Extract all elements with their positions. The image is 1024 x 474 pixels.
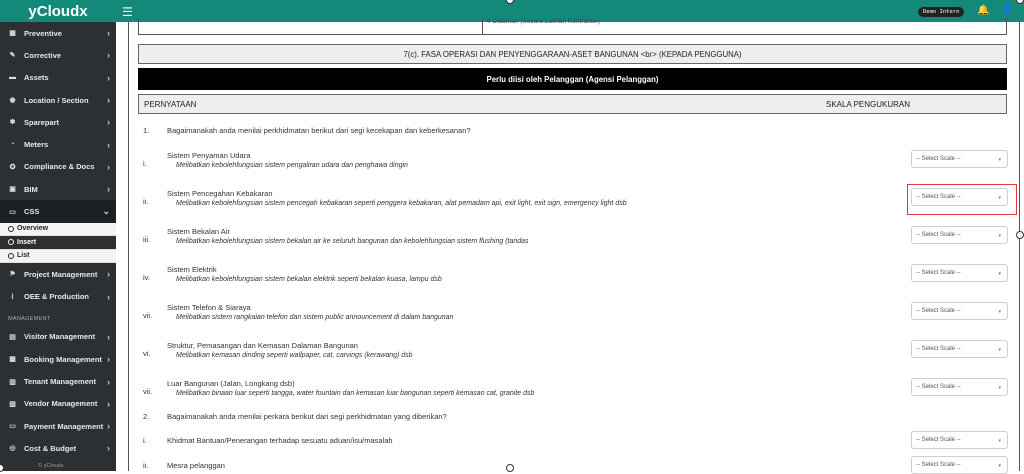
scale-select[interactable]: [911, 378, 1008, 396]
scale-select[interactable]: [911, 456, 1008, 474]
sidebar-item-cost-budget[interactable]: [0, 437, 116, 459]
scale-select[interactable]: [911, 302, 1008, 320]
select-placeholder: -- Select Scale --: [916, 194, 961, 200]
select-placeholder: -- Select Scale --: [916, 308, 961, 314]
notification-bell-icon[interactable]: 🔔: [977, 5, 990, 16]
cube-icon: ▣: [9, 186, 16, 194]
sidebar-item-label: Vendor Management: [24, 399, 98, 409]
subnav-label: Overview: [17, 225, 49, 233]
item-description: Melibatkan kemasan dinding seperti wallpaper, cat, carvings (kerawang) dsb: [176, 352, 413, 359]
item-number: ii.: [143, 461, 149, 470]
chevron-down-icon: ▾: [998, 385, 1001, 391]
item-title: Sistem Elektrik: [167, 265, 217, 274]
subnav-item-insert[interactable]: [0, 236, 116, 250]
item-title: Khidmat Bantuan/Penerangan terhadap sesuatu aduan/isu/masalah: [167, 436, 393, 445]
chevron-right-icon: ›: [107, 421, 110, 432]
sidebar-item-visitor-management[interactable]: [0, 326, 116, 348]
select-placeholder: -- Select Scale --: [916, 437, 961, 443]
sidebar-item-vendor-management[interactable]: [0, 393, 116, 415]
chevron-right-icon: ›: [107, 139, 110, 150]
item-title: Sistem Telefon & Siaraya: [167, 303, 251, 312]
sidebar-item-label: Preventive: [24, 28, 62, 38]
item-number: vii.: [143, 387, 153, 396]
item-number: ii.: [143, 197, 149, 206]
scale-select[interactable]: [911, 431, 1008, 449]
sidebar-item-label: Meters: [24, 140, 49, 150]
monitor-icon: ▭: [9, 208, 16, 216]
sidebar: [0, 0, 116, 471]
instruction-bar: Perlu diisi oleh Pelanggan (Agensi Pelanggan): [138, 68, 1007, 90]
chevron-right-icon: ›: [107, 161, 110, 172]
item-description: Melibatkan kebolehfungsian sistem bekalan air ke seluruh bangunan dan kebolehfungsian sistem flushing (tandas: [176, 238, 529, 245]
sidebar-item-css[interactable]: [0, 200, 116, 222]
subnav-label: Insert: [17, 238, 37, 246]
sidebar-item-booking-management[interactable]: [0, 348, 116, 370]
column-header: [138, 94, 1007, 114]
subnav-item-list[interactable]: [0, 250, 116, 264]
sidebar-item-label: Sparepart: [24, 117, 60, 127]
brand-logo[interactable]: yCloudx: [0, 0, 116, 22]
sidebar-item-oee-production[interactable]: [0, 285, 116, 307]
sidebar-footer: © yClouds: [0, 460, 116, 471]
question-number: 1.: [143, 126, 150, 135]
scale-select[interactable]: [911, 340, 1008, 358]
chevron-right-icon: ›: [107, 331, 110, 342]
chevron-right-icon: ›: [107, 95, 110, 106]
chevron-down-icon: ▾: [998, 347, 1001, 353]
section-title: 7(c). FASA OPERASI DAN PENYENGGARAAN-ASET BANGUNAN <br> (KEPADA PENGGUNA): [138, 44, 1007, 64]
chevron-right-icon: ›: [107, 50, 110, 61]
circle-icon: [8, 239, 14, 245]
sidebar-item-label: Corrective: [24, 50, 62, 60]
sidebar-item-corrective[interactable]: [0, 44, 116, 66]
item-title: Sistem Bekalan Air: [167, 227, 230, 236]
vendor-icon: ▧: [9, 400, 16, 408]
chevron-down-icon: ▾: [998, 157, 1001, 163]
statement-header: PERNYATAAN: [144, 100, 197, 109]
main-content: [116, 18, 1024, 471]
chevron-right-icon: ›: [107, 398, 110, 409]
chevron-right-icon: ›: [107, 28, 110, 39]
item-number: iii.: [143, 235, 151, 244]
sidebar-item-label: Location / Section: [24, 95, 89, 105]
subnav-item-overview[interactable]: [0, 223, 116, 237]
sidebar-item-label: Cost & Budget: [24, 443, 77, 453]
sidebar-item-meters[interactable]: [0, 133, 116, 155]
scale-select[interactable]: [911, 150, 1008, 168]
chevron-right-icon: ›: [107, 291, 110, 302]
question-text: Bagaimanakah anda menilai perkhidmatan berikut dari segi kecekapan dan keberkesanan?: [167, 126, 471, 135]
badge-icon: ✪: [9, 163, 16, 171]
select-placeholder: -- Select Scale --: [916, 462, 961, 468]
card-border-left: [128, 22, 129, 471]
question-text: Bagaimanakah anda menilai perkara berikut dari segi perkhidmatan yang diberikan?: [167, 412, 447, 421]
sidebar-item-label: BIM: [24, 184, 38, 194]
item-description: Melibatkan binaan luar seperti tangga, water fountain dan kemasan luar bangunan seperti kemasan cat, granite dsb: [176, 390, 535, 397]
selected-field-highlight: [907, 184, 1017, 215]
item-description: Melibatkan sistem rangkaian telefon dan sistem public announcement di dalam bangunan: [176, 314, 454, 321]
chevron-right-icon: ›: [107, 184, 110, 195]
user-icon[interactable]: 👤: [1001, 4, 1014, 15]
management-section-label: MANAGEMENT: [8, 315, 51, 322]
sidebar-item-label: Payment Management: [24, 421, 104, 431]
sidebar-item-label: Project Management: [24, 269, 98, 279]
building-icon: ▥: [9, 378, 16, 386]
sidebar-item-label: Assets: [24, 73, 49, 83]
meter-icon: ◔: [10, 141, 15, 149]
resize-handle[interactable]: [506, 464, 514, 472]
chevron-down-icon: ▾: [998, 438, 1001, 444]
truck-icon: ▬: [9, 74, 16, 82]
item-title: Sistem Penyaman Udara: [167, 151, 251, 160]
scale-header: SKALA PENGUKURAN: [826, 100, 911, 109]
select-placeholder: -- Select Scale --: [916, 270, 961, 276]
sidebar-item-bim[interactable]: [0, 178, 116, 200]
id-card-icon: ▤: [9, 333, 16, 341]
item-description: Melibatkan kebolehfungsian sistem pencegah kebakaran seperti penggera kebakaran, alat pemadam api, exit light, exit sign, emergency light dsb: [176, 200, 627, 207]
item-title: Luar Bangunan (Jalan, Longkang dsb): [167, 379, 295, 388]
chevron-right-icon: ›: [107, 354, 110, 365]
chevron-right-icon: ›: [107, 269, 110, 280]
sidebar-item-location-section[interactable]: [0, 89, 116, 111]
card-border-right: [1019, 22, 1020, 471]
sidebar-item-label: Booking Management: [24, 354, 102, 364]
item-description: Melibatkan kebolehfungsian sistem bekalan elektrik seperti bekalan kuasa, lampu dsb: [176, 276, 442, 283]
circle-icon: [8, 226, 14, 232]
chevron-down-icon: ▾: [998, 309, 1001, 315]
item-title: Sistem Pencegahan Kebakaran: [167, 189, 273, 198]
select-placeholder: -- Select Scale --: [916, 156, 961, 162]
sidebar-item-preventive[interactable]: [0, 22, 116, 44]
chevron-right-icon: ›: [107, 376, 110, 387]
sidebar-item-label: OEE & Production: [24, 292, 90, 302]
chevron-down-icon: ▾: [998, 233, 1001, 239]
sidebar-item-label: CSS: [24, 207, 40, 217]
gear-icon: ✱: [9, 119, 16, 127]
scale-select[interactable]: [911, 226, 1008, 244]
question-number: 2.: [143, 412, 150, 421]
menu-toggle-icon[interactable]: ☰: [122, 5, 133, 19]
sidebar-item-project-management[interactable]: [0, 263, 116, 285]
sidebar-item-label: Visitor Management: [24, 332, 96, 342]
pin-icon: ◉: [9, 97, 16, 105]
sidebar-item-payment-management[interactable]: [0, 415, 116, 437]
item-number: iv.: [143, 273, 150, 282]
sidebar-item-sparepart[interactable]: [0, 111, 116, 133]
chevron-right-icon: ›: [107, 72, 110, 83]
sidebar-item-compliance-docs[interactable]: [0, 156, 116, 178]
chevron-down-icon: ▾: [998, 271, 1001, 277]
resize-handle[interactable]: [1016, 231, 1024, 239]
select-placeholder: -- Select Scale --: [916, 384, 961, 390]
sidebar-item-tenant-management[interactable]: [0, 370, 116, 392]
previous-table-fragment: [138, 18, 1007, 35]
subnav-label: List: [17, 252, 30, 260]
item-number: i.: [143, 436, 147, 445]
card-icon: ▭: [9, 423, 16, 431]
scale-select[interactable]: [911, 264, 1008, 282]
sidebar-item-label: Compliance & Docs: [24, 162, 95, 172]
select-placeholder: -- Select Scale --: [916, 346, 961, 352]
chevron-down-icon: ⌄: [102, 206, 110, 217]
user-badge[interactable]: Demo Intern: [918, 7, 964, 17]
sidebar-item-label: Tenant Management: [24, 377, 96, 386]
chevron-down-icon: ▾: [998, 195, 1001, 201]
chevron-right-icon: ›: [107, 117, 110, 128]
flag-icon: ⚑: [9, 271, 16, 279]
chart-icon: ⌇: [10, 293, 15, 301]
item-number: i.: [143, 159, 147, 168]
item-number: vii.: [143, 311, 153, 320]
calendar-icon: ▦: [9, 30, 16, 38]
briefcase-icon: ▩: [9, 356, 16, 364]
item-description: Melibatkan kebolehfungsian sistem pengaliran udara dan penghawa dingin: [176, 162, 408, 169]
item-title: Mesra pelanggan: [167, 461, 225, 470]
item-title: Struktur, Pemasangan dan Kemasan Dalaman Bangunan: [167, 341, 358, 350]
coins-icon: ◎: [9, 445, 16, 453]
sidebar-item-assets[interactable]: [0, 67, 116, 89]
circle-icon: [8, 253, 14, 259]
wrench-icon: ✎: [9, 52, 16, 60]
chevron-right-icon: ›: [107, 443, 110, 454]
chevron-down-icon: ▾: [998, 463, 1001, 469]
item-number: vi.: [143, 349, 151, 358]
select-placeholder: -- Select Scale --: [916, 232, 961, 238]
previous-row-text: 4 Dalaman (Secara Latihan Kontraktor): [487, 18, 601, 25]
